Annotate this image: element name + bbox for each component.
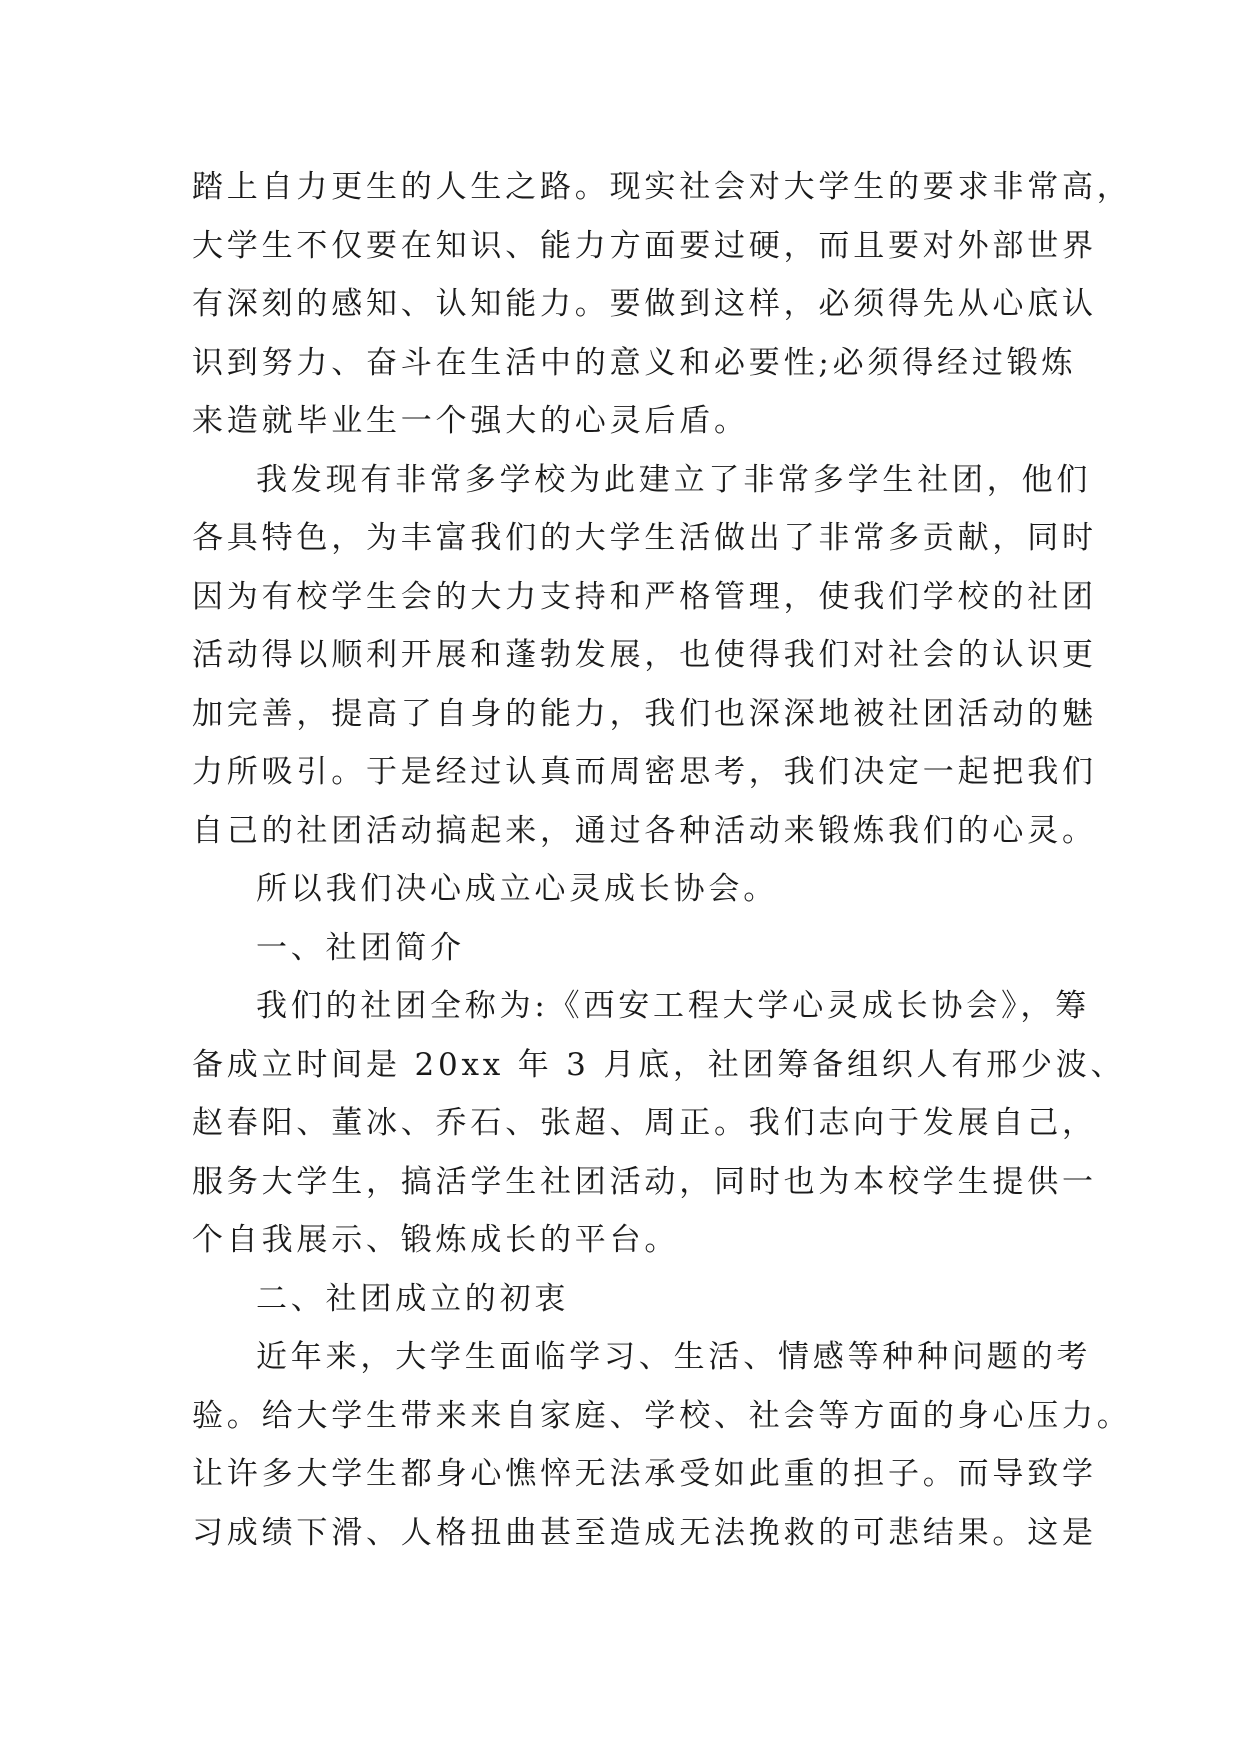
text-line: 加完善，提高了自身的能力，我们也深深地被社团活动的魅 [192,695,1097,732]
text-line: 近年来，大学生面临学习、生活、情感等种种问题的考 [256,1339,1092,1375]
text-line: 所以我们决心成立心灵成长协会。 [256,871,778,907]
text-line: 备成立时间是 20xx 年 3 月底，社团筹备组织人有邢少波、 [192,1046,1126,1083]
text-line: 赵春阳、董冰、乔石、张超、周正。我们志向于发展自己， [192,1105,1097,1141]
body-text [192,158,1132,1562]
text-line: 习成绩下滑、人格扭曲甚至造成无法挽救的可悲结果。这是 [192,1514,1097,1551]
text-line: 大学生不仅要在知识、能力方面要过硬，而且要对外部世界 [192,227,1097,264]
text-line: 我们的社团全称为:《西安工程大学心灵成长协会》，筹 [256,988,1090,1024]
text-line: 识到努力、奋斗在生活中的意义和必要性;必须得经过锻炼 [192,344,1077,381]
text-line: 因为有校学生会的大力支持和严格管理，使我们学校的社团 [192,578,1097,615]
text-line: 来造就毕业生一个强大的心灵后盾。 [192,403,749,439]
text-line: 让许多大学生都身心憔悴无法承受如此重的担子。而导致学 [192,1456,1097,1492]
text-line: 踏上自力更生的人生之路。现实社会对大学生的要求非常高， [192,169,1132,205]
text-line: 有深刻的感知、认知能力。要做到这样，必须得先从心底认 [192,286,1097,322]
text-line: 一、社团简介 [256,929,465,966]
text-line: 二、社团成立的初衷 [256,1280,570,1317]
text-line: 活动得以顺利开展和蓬勃发展，也使得我们对社会的认识更 [192,637,1097,673]
text-line: 各具特色，为丰富我们的大学生活做出了非常多贡献，同时 [192,520,1097,556]
text-line: 个自我展示、锻炼成长的平台。 [192,1222,680,1258]
text-line: 我发现有非常多学校为此建立了非常多学生社团，他们 [256,461,1092,498]
text-line: 服务大学生，搞活学生社团活动，同时也为本校学生提供一 [192,1163,1097,1200]
text-line: 自己的社团活动搞起来，通过各种活动来锻炼我们的心灵。 [192,812,1097,849]
text-line: 验。给大学生带来来自家庭、学校、社会等方面的身心压力。 [192,1397,1132,1434]
text-line: 力所吸引。于是经过认真而周密思考，我们决定一起把我们 [192,754,1097,790]
